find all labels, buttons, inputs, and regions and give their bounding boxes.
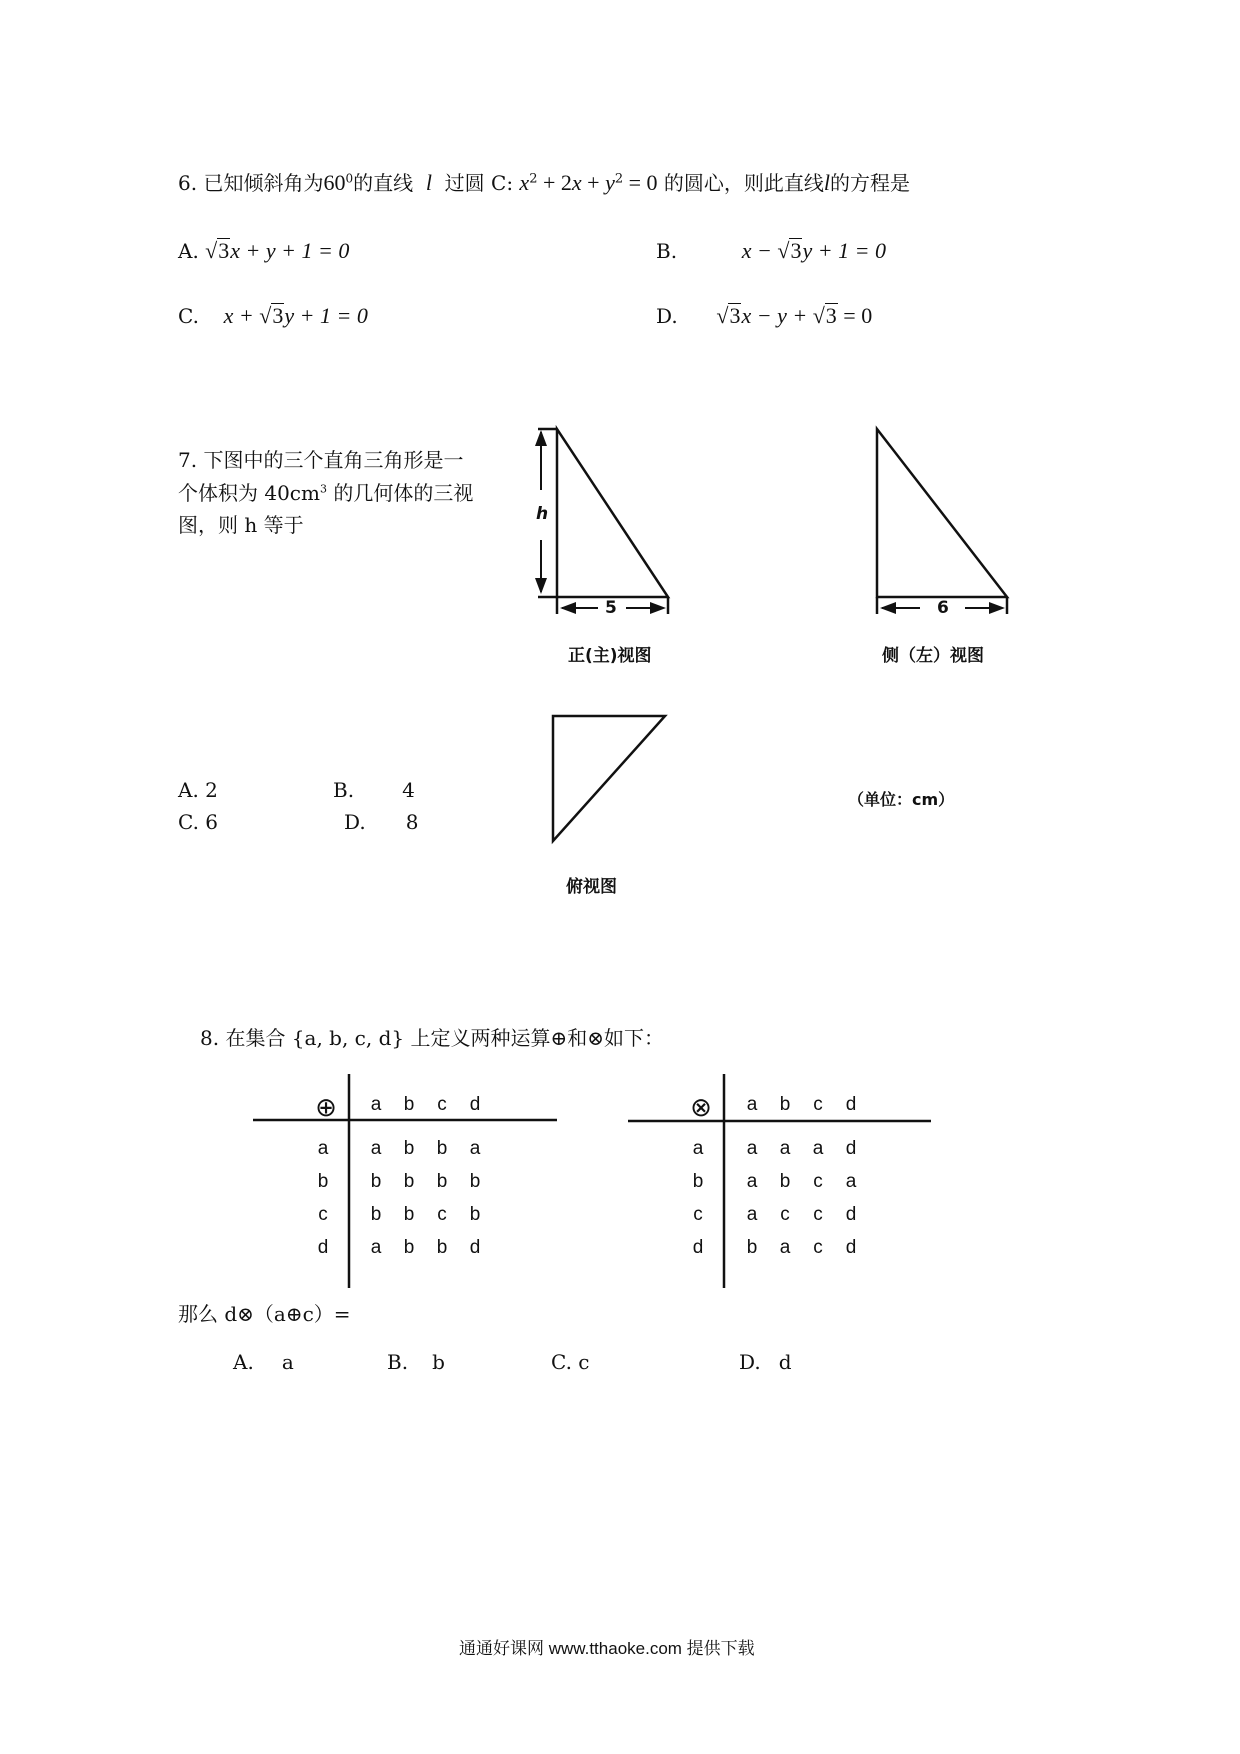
otimes-table-cell: a — [845, 1171, 857, 1192]
sqrt-icon: √ — [205, 238, 218, 263]
oplus-symbol: ⊕ — [315, 1092, 337, 1122]
q8-option-d — [739, 1352, 792, 1372]
oplus-table-cell: c — [437, 1204, 447, 1225]
q6-sup-y: 2 — [614, 171, 624, 187]
q7-stem-line3: 图，则 h 等于 — [178, 513, 304, 537]
otimes-table-col-header: d — [845, 1094, 857, 1115]
otimes-table-row-header: a — [692, 1138, 704, 1159]
q8-option-d-value: d — [778, 1350, 792, 1374]
q8-option-d-label: D. — [739, 1350, 761, 1374]
q6-option-c-radicand: 3 — [272, 303, 284, 328]
sqrt-icon: √ — [259, 303, 272, 328]
otimes-table-cell: a — [812, 1138, 824, 1159]
oplus-table-cell: a — [469, 1138, 481, 1159]
q6-mid2: 过圆 C: — [444, 171, 514, 195]
q6-eq-end: = 0 — [623, 170, 658, 195]
oplus-table-cell: b — [469, 1204, 481, 1225]
otimes-table-cell: c — [813, 1204, 823, 1225]
otimes-table-cell: a — [746, 1171, 758, 1192]
q6-sup-x: 2 — [529, 171, 538, 187]
q6-option-b-pre: x − — [741, 238, 778, 263]
otimes-table-cell: a — [746, 1138, 758, 1159]
otimes-table-cell: d — [845, 1204, 857, 1225]
q7-side-caption: 侧（左）视图 — [882, 646, 984, 666]
q7-stem-sup: 3 — [319, 482, 327, 496]
q6-eq-y: y — [605, 170, 615, 195]
q7-front-caption: 正(主)视图 — [568, 646, 652, 666]
oplus-table-cell: b — [403, 1237, 415, 1258]
q6-var-l: l — [425, 170, 432, 195]
oplus-table-row-header: a — [317, 1138, 329, 1159]
oplus-table-row-header: c — [318, 1204, 328, 1225]
footer-source: 通通好课网 www.tthaoke.com 提供下载 — [459, 1639, 755, 1658]
otimes-symbol: ⊗ — [690, 1092, 712, 1122]
q6-option-d-radicand: 3 — [729, 303, 741, 328]
otimes-table-col-header: c — [813, 1094, 823, 1115]
q7-top-caption: 俯视图 — [566, 877, 617, 897]
q6-eq-p2: + — [581, 170, 606, 195]
otimes-table-cell: d — [845, 1237, 857, 1258]
q6-mid1: 的直线 — [353, 171, 414, 195]
q8-option-b-label: B. — [387, 1350, 409, 1374]
oplus-table-row-header: b — [317, 1171, 329, 1192]
oplus-table-col-header: b — [403, 1094, 415, 1115]
q8-option-a-label: A. — [233, 1350, 254, 1374]
otimes-table-cell: d — [845, 1138, 857, 1159]
oplus-table-col-header: c — [437, 1094, 447, 1115]
q6-option-a-label: A. — [178, 239, 199, 263]
q6-option-c-label: C. — [178, 304, 199, 328]
otimes-table-cell: a — [779, 1237, 791, 1258]
q8-option-a — [233, 1352, 294, 1372]
otimes-table-cell: b — [779, 1171, 791, 1192]
oplus-table-cell: b — [370, 1171, 382, 1192]
oplus-table-row-header: d — [317, 1237, 329, 1258]
q6-eq-x2: x — [571, 170, 582, 195]
q6-option-d-radicand2: 3 — [825, 303, 837, 328]
q7-front-width-label: 5 — [605, 598, 617, 618]
oplus-table-cell: b — [403, 1138, 415, 1159]
oplus-table-cell: b — [436, 1171, 448, 1192]
q7-option-c: C. 6 — [178, 810, 219, 834]
q8-question: 那么 d⊗（a⊕c）= — [178, 1302, 351, 1326]
q6-option-d-label: D. — [656, 304, 678, 328]
q7-option-d-label: D. — [344, 810, 366, 834]
q6-option-c-rest: y + 1 = 0 — [284, 303, 368, 328]
q7-option-b-value: 4 — [402, 778, 415, 802]
q8-option-a-value: a — [281, 1350, 294, 1374]
otimes-table-cell: c — [813, 1171, 823, 1192]
sqrt-icon: √ — [777, 238, 790, 263]
oplus-table-cell: b — [469, 1171, 481, 1192]
q8-option-b — [387, 1352, 445, 1372]
q7-h-label: h — [536, 504, 549, 524]
oplus-table-cell: d — [469, 1237, 481, 1258]
q6-eq-p1: + 2 — [537, 170, 572, 195]
q6-degree: 0 — [345, 171, 354, 186]
q6-prefix: 6. 已知倾斜角为 — [178, 171, 324, 195]
oplus-table-col-header: d — [469, 1094, 481, 1115]
q6-eq-x: x — [519, 170, 530, 195]
q6-suffix2: 的方程是 — [830, 171, 911, 195]
otimes-table-row-header: c — [693, 1204, 703, 1225]
q7-option-b-label: B. — [333, 778, 355, 802]
q6-option-b-rest: y + 1 = 0 — [802, 238, 886, 263]
oplus-table-cell: b — [436, 1237, 448, 1258]
oplus-table-cell: b — [370, 1204, 382, 1225]
q7-option-d-value: 8 — [405, 810, 419, 834]
q6-option-a-rest: x + y + 1 = 0 — [230, 238, 350, 263]
q6-angle: 60 — [323, 170, 346, 195]
q6-option-b-radicand: 3 — [790, 238, 802, 263]
q8-option-b-value: b — [432, 1350, 445, 1374]
sqrt-icon: √ — [812, 303, 825, 328]
q6-suffix: 的圆心，则此直线 — [663, 171, 824, 195]
otimes-table-row-header: d — [692, 1237, 704, 1258]
oplus-table-cell: a — [370, 1237, 382, 1258]
otimes-table-cell: c — [813, 1237, 823, 1258]
q7-unit-note: （单位：cm） — [848, 790, 955, 809]
q6-option-a-radicand: 3 — [218, 238, 230, 263]
q6-option-d-mid: x − y + — [741, 303, 813, 328]
q7-stem-line2a: 个体积为 40cm — [178, 481, 320, 505]
q7-side-width-label: 6 — [937, 598, 949, 618]
otimes-table-cell: c — [780, 1204, 790, 1225]
oplus-table-cell: b — [436, 1138, 448, 1159]
oplus-table-cell: a — [370, 1138, 382, 1159]
otimes-table-row-header: b — [692, 1171, 704, 1192]
q6-option-b-label: B. — [656, 239, 678, 263]
q6-var-l2: l — [823, 170, 831, 195]
otimes-table-cell: a — [746, 1204, 758, 1225]
oplus-table-cell: b — [403, 1204, 415, 1225]
otimes-table-cell: b — [746, 1237, 758, 1258]
q7-option-a: A. 2 — [178, 778, 218, 802]
q6-option-c-pre: x + — [223, 303, 260, 328]
oplus-table-col-header: a — [370, 1094, 382, 1115]
q7-stem-line1: 7. 下图中的三个直角三角形是一 — [178, 448, 464, 472]
oplus-table-cell: b — [403, 1171, 415, 1192]
sqrt-icon: √ — [716, 303, 729, 328]
q8-option-c: C. c — [551, 1350, 590, 1374]
q8-stem: 8. 在集合 {a, b, c, d} 上定义两种运算⊕和⊗如下： — [200, 1026, 664, 1050]
otimes-table-col-header: b — [779, 1094, 791, 1115]
q7-stem-line2b: 的几何体的三视 — [326, 481, 474, 505]
otimes-table-col-header: a — [746, 1094, 758, 1115]
otimes-table-cell: a — [779, 1138, 791, 1159]
q6-option-d-rest: = 0 — [837, 303, 873, 328]
